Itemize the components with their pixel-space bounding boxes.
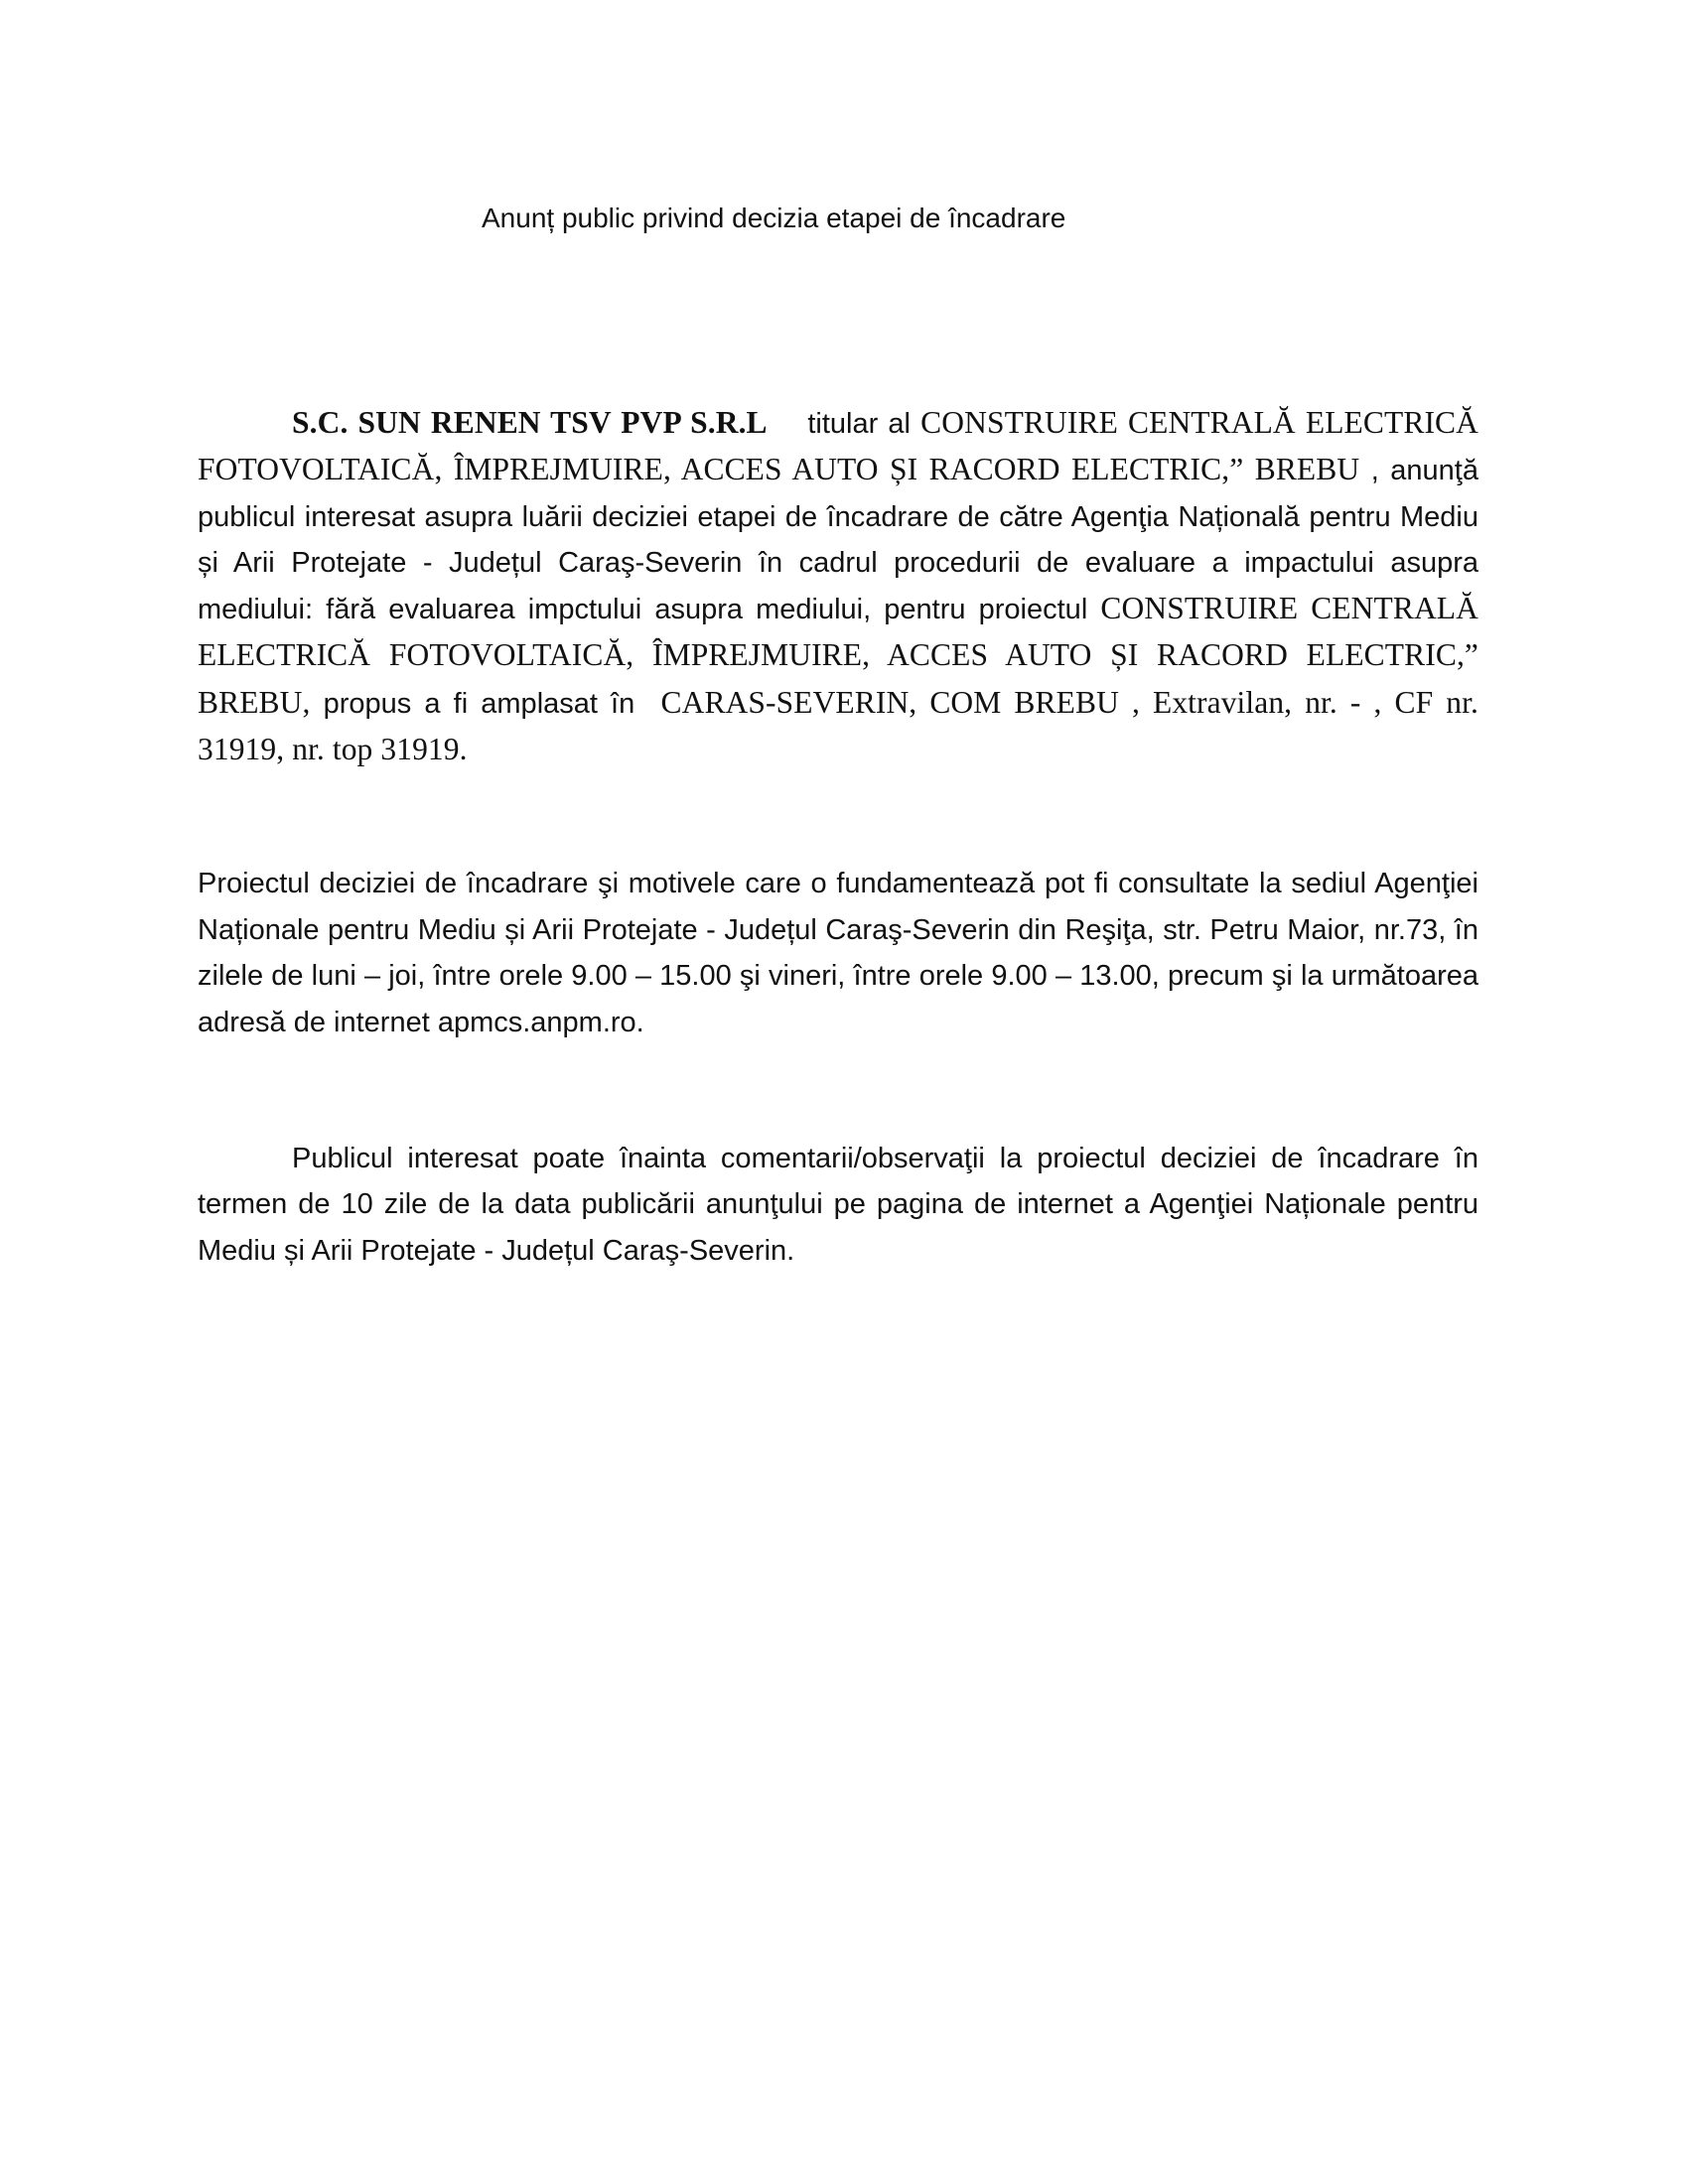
project-name: CONSTRUIRE CENTRALĂ ELECTRICĂ FOTOVOLTAICĂ, ÎMPREJMUIRE, ACCES AUTO ȘI RACORD ELECTRIC,” BREBU xyxy=(198,405,1478,487)
comments-text: Publicul interesat poate înainta comentarii/observaţii la proiectul deciziei de încadrare în termen de 10 zile de la data publicării anunţului pe pagina de internet a Agenţiei Naționale pentru Mediu și Arii Protejate - Județul Caraş-Severin. xyxy=(198,1143,1478,1267)
project-name-repeat: CONSTRUIRE CENTRALĂ ELECTRICĂ FOTOVOLTAICĂ, ÎMPREJMUIRE, ACCES AUTO ȘI RACORD ELECTRIC,” BREBU, xyxy=(198,591,1478,720)
consultation-paragraph: Proiectul deciziei de încadrare şi motivele care o fundamentează pot fi consultate la sediul Agenţiei Naționale pentru Mediu și Arii Protejate - Județul Caraş-Severin din Reşiţa, str. Petru Maior, nr.73, în zilele de luni – joi, între orele 9.00 – 15.00 şi vineri, între orele 9.00 – 13.00, precum şi la următoarea adresă de internet apmcs.anpm.ro. xyxy=(198,868,1478,1039)
announcement-text: , anunţă publicul interesat asupra luării deciziei etapei de încadrare de către Agenţia Națională pentru Mediu și Arii Protejate - Județul Caraş-Severin în cadrul procedurii de evaluare a impactului asupra mediului: fără evaluarea impctului asupra mediului, pentru proiectul xyxy=(198,455,1478,626)
document-title: Anunț public privind decizia etapei de încadrare xyxy=(482,203,1066,233)
comments-paragraph xyxy=(198,1136,1478,1274)
announcement-paragraph xyxy=(198,400,1478,773)
company-name: S.C. SUN RENEN TSV PVP S.R.L xyxy=(292,405,768,440)
project-location: CARAS-SEVERIN, COM BREBU , Extravilan, nr. - , CF nr. 31919, nr. top 31919. xyxy=(198,684,1478,767)
location-intro-text: propus a fi amplasat în xyxy=(323,687,635,720)
titular-text: titular al xyxy=(807,408,911,440)
